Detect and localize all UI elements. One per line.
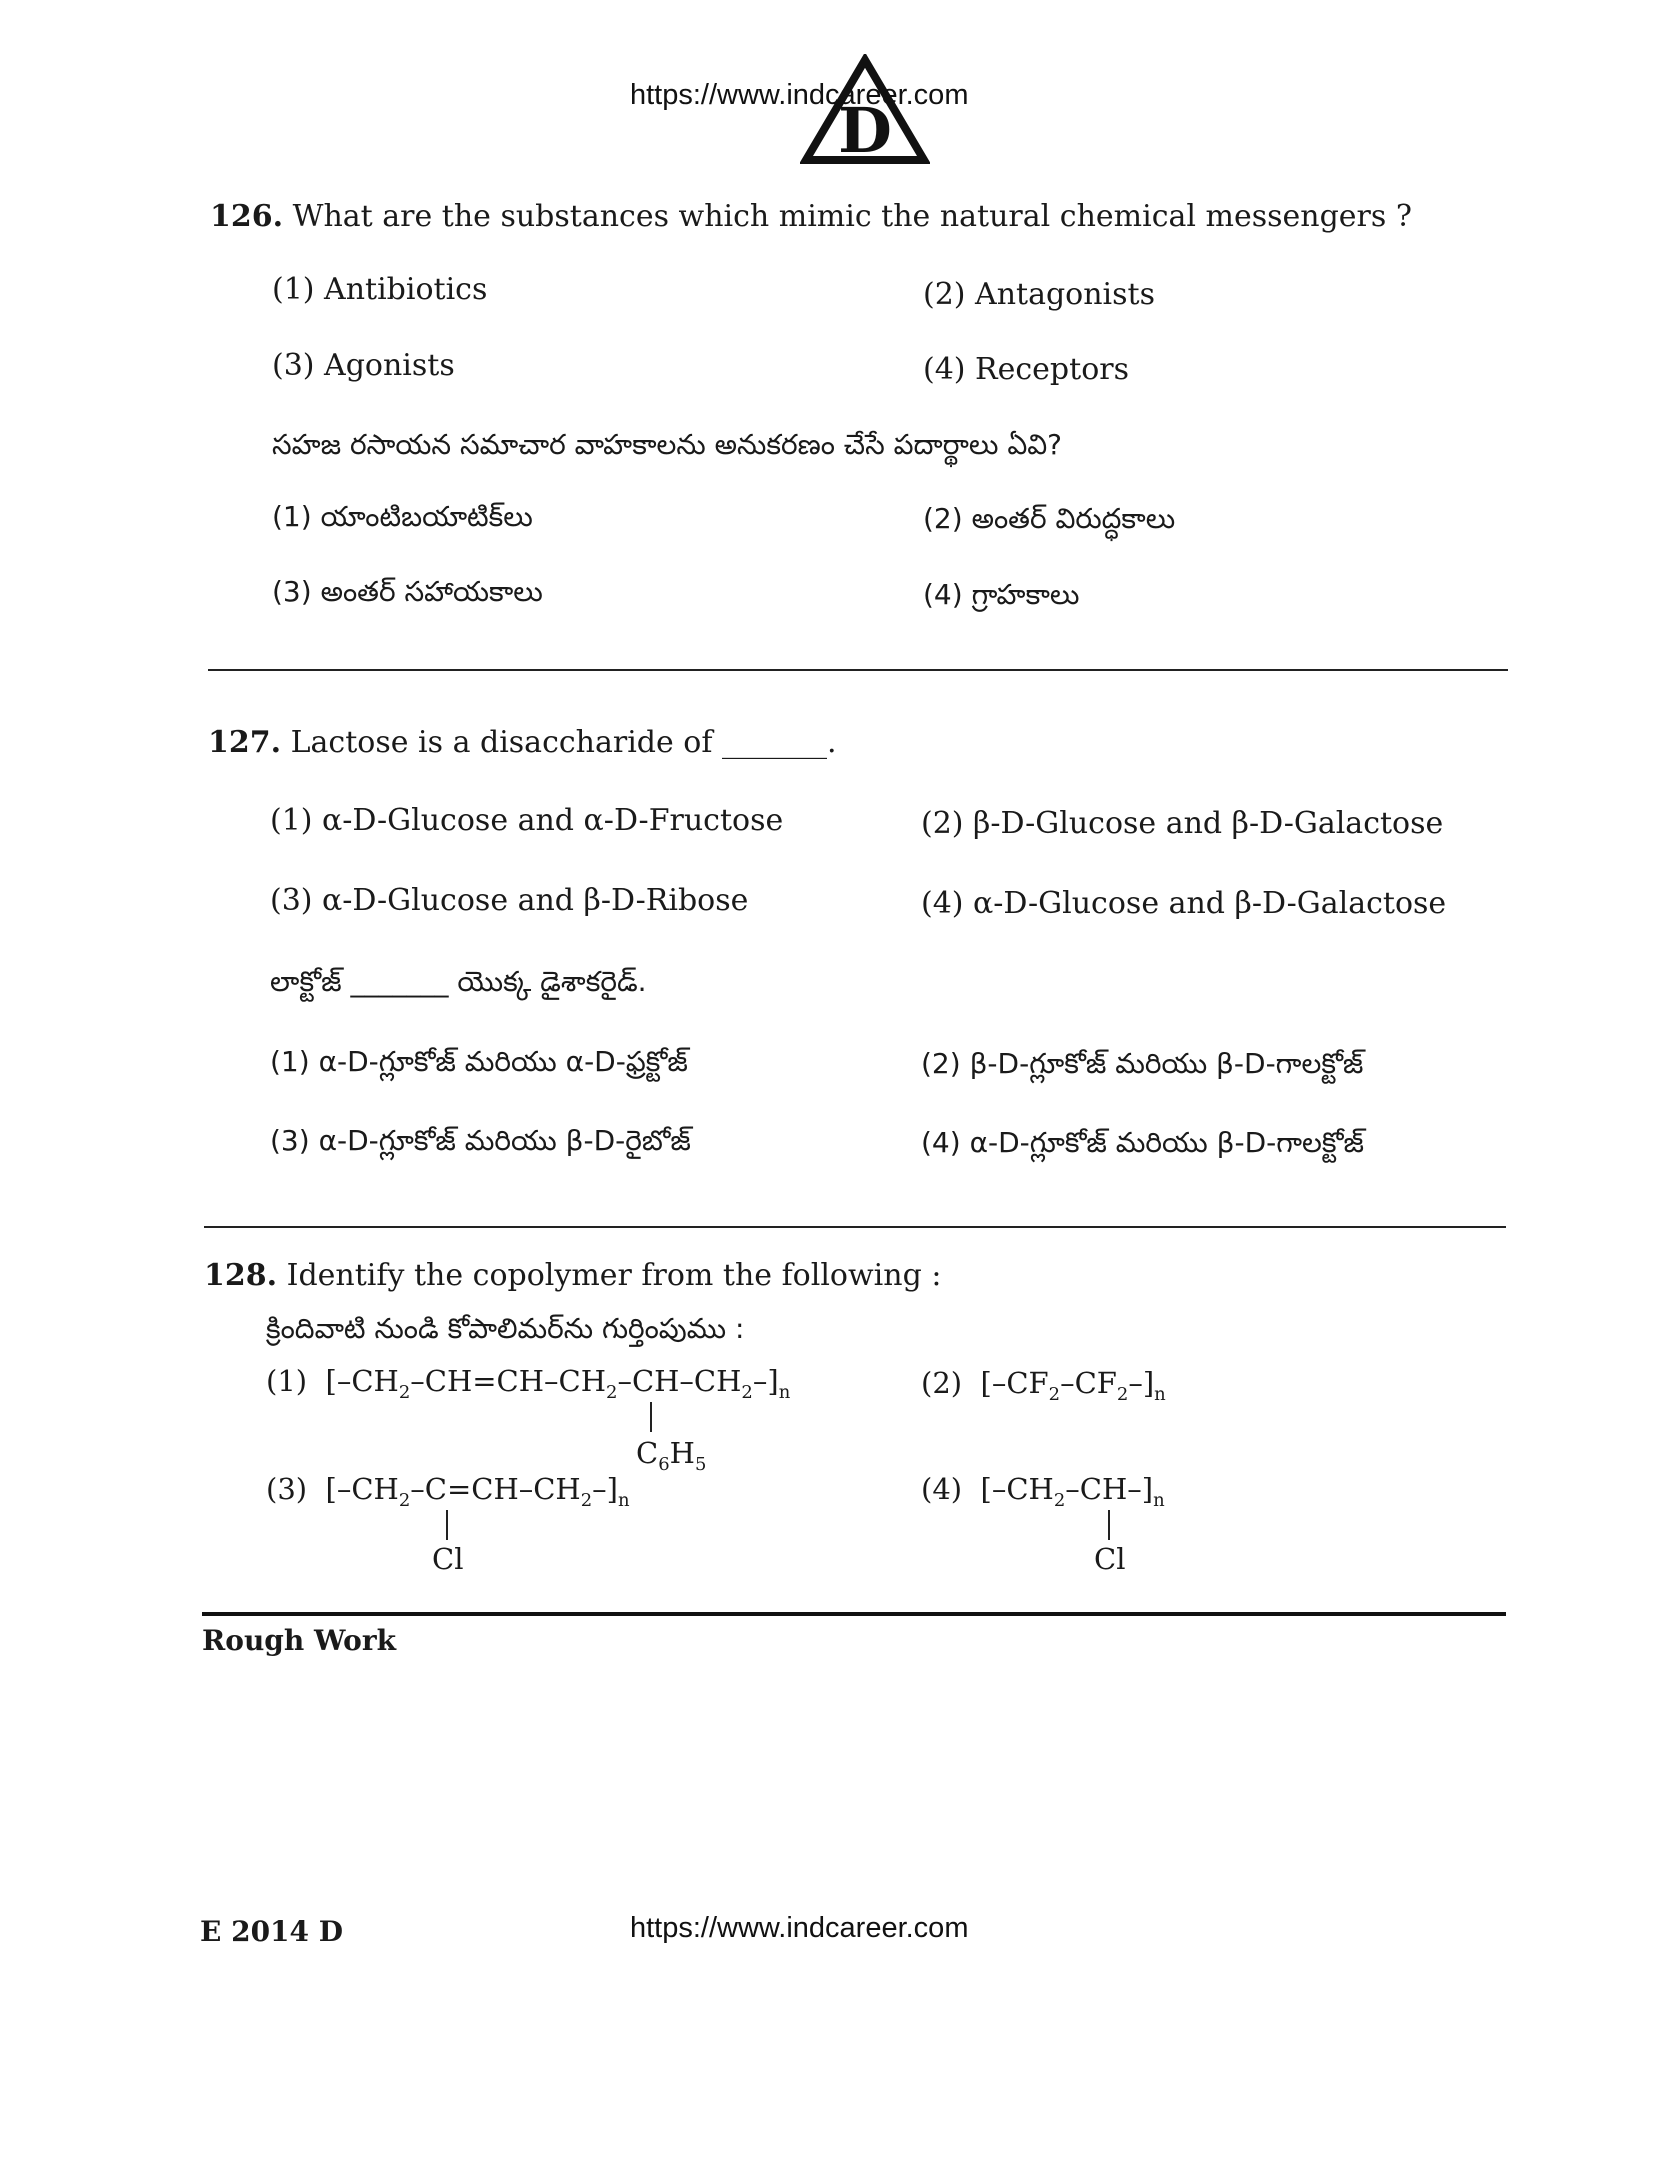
q127-telugu-option-2[interactable]: (2) β-D-గ్లూకోజ్ మరియు β-D-గాలక్టోజ్ bbox=[921, 1047, 1364, 1080]
q128-option-1-bond bbox=[650, 1402, 652, 1432]
q127-option-1[interactable]: (1) α-D-Glucose and α-D-Fructose bbox=[270, 803, 784, 838]
q127-telugu-option-3[interactable]: (3) α-D-గ్లూకోజ్ మరియు β-D-రైబోజ్ bbox=[270, 1124, 691, 1157]
q128-option-3-label: (3) bbox=[266, 1472, 308, 1506]
q128-option-4-formula: $[-CH_2-CH-]_n$ bbox=[971, 1472, 1165, 1511]
q127-text: Lactose is a disaccharide of _______. bbox=[290, 725, 837, 760]
q128-text: Identify the copolymer from the following : bbox=[286, 1258, 942, 1293]
q128-number: 128. bbox=[204, 1258, 278, 1293]
q127-option-4[interactable]: (4) α-D-Glucose and β-D-Galactose bbox=[921, 886, 1447, 921]
q128-option-1-substituent: $C_6H_5$ bbox=[636, 1436, 707, 1475]
q126-number: 126. bbox=[210, 199, 284, 234]
footer-url[interactable]: https://www.indcareer.com bbox=[630, 1912, 969, 1944]
q128-telugu-question: క్రిందివాటి నుండి కోపాలిమర్‌ను గుర్తింపుము : bbox=[266, 1312, 745, 1345]
q126-option-2[interactable]: (2) Antagonists bbox=[923, 277, 1155, 312]
q128-option-1[interactable] bbox=[266, 1364, 790, 1403]
q127-option-3[interactable]: (3) α-D-Glucose and β-D-Ribose bbox=[270, 883, 749, 918]
q127-question bbox=[208, 725, 837, 760]
q128-option-4[interactable] bbox=[921, 1472, 1165, 1511]
q126-option-3[interactable]: (3) Agonists bbox=[272, 348, 455, 383]
q128-option-3[interactable] bbox=[266, 1472, 630, 1511]
q128-option-1-formula: $[-CH_2-CH=CH-CH_2-CH-CH_2-]_n$ bbox=[316, 1364, 791, 1403]
q128-option-4-bond bbox=[1108, 1510, 1110, 1540]
q128-option-2[interactable] bbox=[921, 1366, 1166, 1405]
q126-text: What are the substances which mimic the natural chemical messengers ? bbox=[292, 199, 1412, 234]
header-url[interactable]: https://www.indcareer.com bbox=[630, 79, 969, 111]
footer-code: E 2014 D bbox=[200, 1915, 344, 1948]
q126-option-4[interactable]: (4) Receptors bbox=[923, 352, 1129, 387]
q127-number: 127. bbox=[208, 725, 282, 760]
q126-question bbox=[210, 199, 1412, 234]
q128-option-3-bond bbox=[446, 1510, 448, 1540]
q127-option-2[interactable]: (2) β-D-Glucose and β-D-Galactose bbox=[921, 806, 1444, 841]
q127-telugu-option-4[interactable]: (4) α-D-గ్లూకోజ్ మరియు β-D-గాలక్టోజ్ bbox=[921, 1126, 1364, 1159]
q126-telugu-option-4[interactable]: (4) గ్రాహకాలు bbox=[923, 578, 1080, 611]
q126-option-1[interactable]: (1) Antibiotics bbox=[272, 272, 488, 307]
q128-option-3-substituent: Cl bbox=[432, 1542, 464, 1576]
q128-option-4-label: (4) bbox=[921, 1472, 963, 1506]
q126-telugu-option-3[interactable]: (3) అంతర్ సహాయకాలు bbox=[272, 575, 543, 608]
q128-option-1-label: (1) bbox=[266, 1364, 308, 1398]
q128-option-3-formula: $[-CH_2-C=CH-CH_2-]_n$ bbox=[316, 1472, 630, 1511]
divider-1 bbox=[208, 669, 1508, 671]
q126-telugu-question: సహజ రసాయన సమాచార వాహకాలను అనుకరణం చేసే పదార్థాలు ఏవి? bbox=[272, 428, 1063, 461]
q128-question bbox=[204, 1258, 941, 1293]
q126-telugu-option-1[interactable]: (1) యాంటిబయాటిక్‌లు bbox=[272, 500, 533, 533]
q127-telugu-option-1[interactable]: (1) α-D-గ్లూకోజ్ మరియు α-D-ఫ్రక్టోజ్ bbox=[270, 1045, 688, 1078]
q127-telugu-question: లాక్టోజ్ _______ యొక్క డైశాకరైడ్. bbox=[270, 965, 647, 998]
divider-3 bbox=[202, 1612, 1506, 1616]
q128-option-2-label: (2) bbox=[921, 1366, 963, 1400]
divider-2 bbox=[204, 1226, 1506, 1228]
q128-option-2-formula: $[-CF_2-CF_2-]_n$ bbox=[971, 1366, 1166, 1405]
rough-work-label: Rough Work bbox=[202, 1624, 396, 1657]
booklet-code-letter: D bbox=[838, 94, 892, 166]
q128-option-4-substituent: Cl bbox=[1094, 1542, 1126, 1576]
q126-telugu-option-2[interactable]: (2) అంతర్ విరుద్ధకాలు bbox=[923, 502, 1176, 535]
